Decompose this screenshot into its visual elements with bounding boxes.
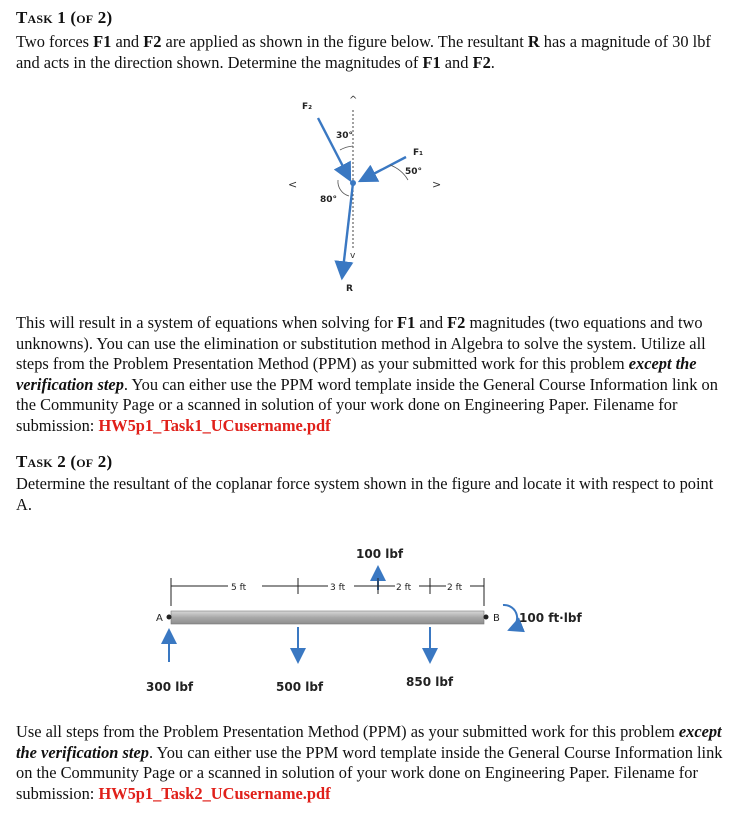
- task1-intro: Two forces F1 and F2 are applied as shown in the figure below. The resultant R has a magnitude of 30 lbf and acts in the direction shown. Determine the magnitudes of F1 and F2.: [16, 32, 711, 72]
- point-a-label: A: [156, 613, 163, 624]
- point-b-dot: [484, 615, 489, 620]
- angle-80-label: 80°: [320, 195, 338, 205]
- r-label: R: [346, 284, 353, 294]
- axis-up-label: ^: [349, 95, 358, 106]
- dim-5ft: 5 ft: [231, 583, 247, 593]
- arc-80: [338, 180, 349, 196]
- task1-heading: Task 1 (of 2): [16, 8, 113, 27]
- point-a-dot: [167, 615, 172, 620]
- axis-right-label: >: [432, 178, 442, 191]
- task2-beam-diagram: [0, 535, 740, 705]
- moment-arrow: [503, 605, 517, 630]
- resultant-arrow: [342, 183, 353, 278]
- force-850-label: 850 lbf: [406, 675, 454, 689]
- dim-2ft-b: 2 ft: [447, 583, 463, 593]
- task1-filename: HW5p1_Task1_UCusername.pdf: [98, 415, 331, 435]
- force-origin: [350, 180, 356, 186]
- force-500-label: 500 lbf: [276, 680, 324, 694]
- f2-label: F₂: [302, 102, 313, 112]
- task2-heading: Task 2 (of 2): [16, 452, 113, 471]
- axis-left-label: <: [288, 178, 298, 191]
- beam: [171, 611, 484, 624]
- angle-50-label: 50°: [405, 167, 423, 177]
- f2-arrow: [318, 118, 350, 180]
- task1-force-diagram: [0, 90, 740, 300]
- task2-instructions: Use all steps from the Problem Presentation Method (PPM) as your submitted work for this problem except the verification step. You can either use the PPM word template inside the General Course Information link on the Community Page or a scanned in solution of your work done on Engineering Paper. Filename for submission: HW5p1_Task2_UCusername.pdf: [16, 722, 723, 803]
- task1-instructions: This will result in a system of equations when solving for F1 and F2 magnitudes (two equations and two unknowns). You can use the elimination or substitution method in Algebra to solve the system. Utilize all steps from the Problem Presentation Method (PPM) as your submitted work for this problem except the verification step. You can either use the PPM word template inside the General Course Information link on the Community Page or a scanned in solution of your work done on Engineering Paper. Filename for submission: HW5p1_Task1_UCusername.pdf: [16, 313, 718, 435]
- dim-3ft: 3 ft: [330, 583, 346, 593]
- task2-intro: Determine the resultant of the coplanar force system shown in the figure and locate it with respect to point A.: [16, 474, 714, 514]
- angle-30-label: 30°: [336, 131, 354, 141]
- f1-arrow: [360, 157, 406, 181]
- f1-label: F₁: [413, 148, 424, 158]
- axis-down-label: v: [350, 251, 356, 261]
- force-100-label: 100 lbf: [356, 547, 404, 561]
- point-b-label: B: [493, 613, 500, 624]
- moment-label: 100 ft·lbf: [519, 611, 582, 625]
- arc-30: [340, 146, 353, 150]
- force-300-label: 300 lbf: [146, 680, 194, 694]
- dim-2ft-a: 2 ft: [396, 583, 412, 593]
- task2-filename: HW5p1_Task2_UCusername.pdf: [98, 783, 331, 803]
